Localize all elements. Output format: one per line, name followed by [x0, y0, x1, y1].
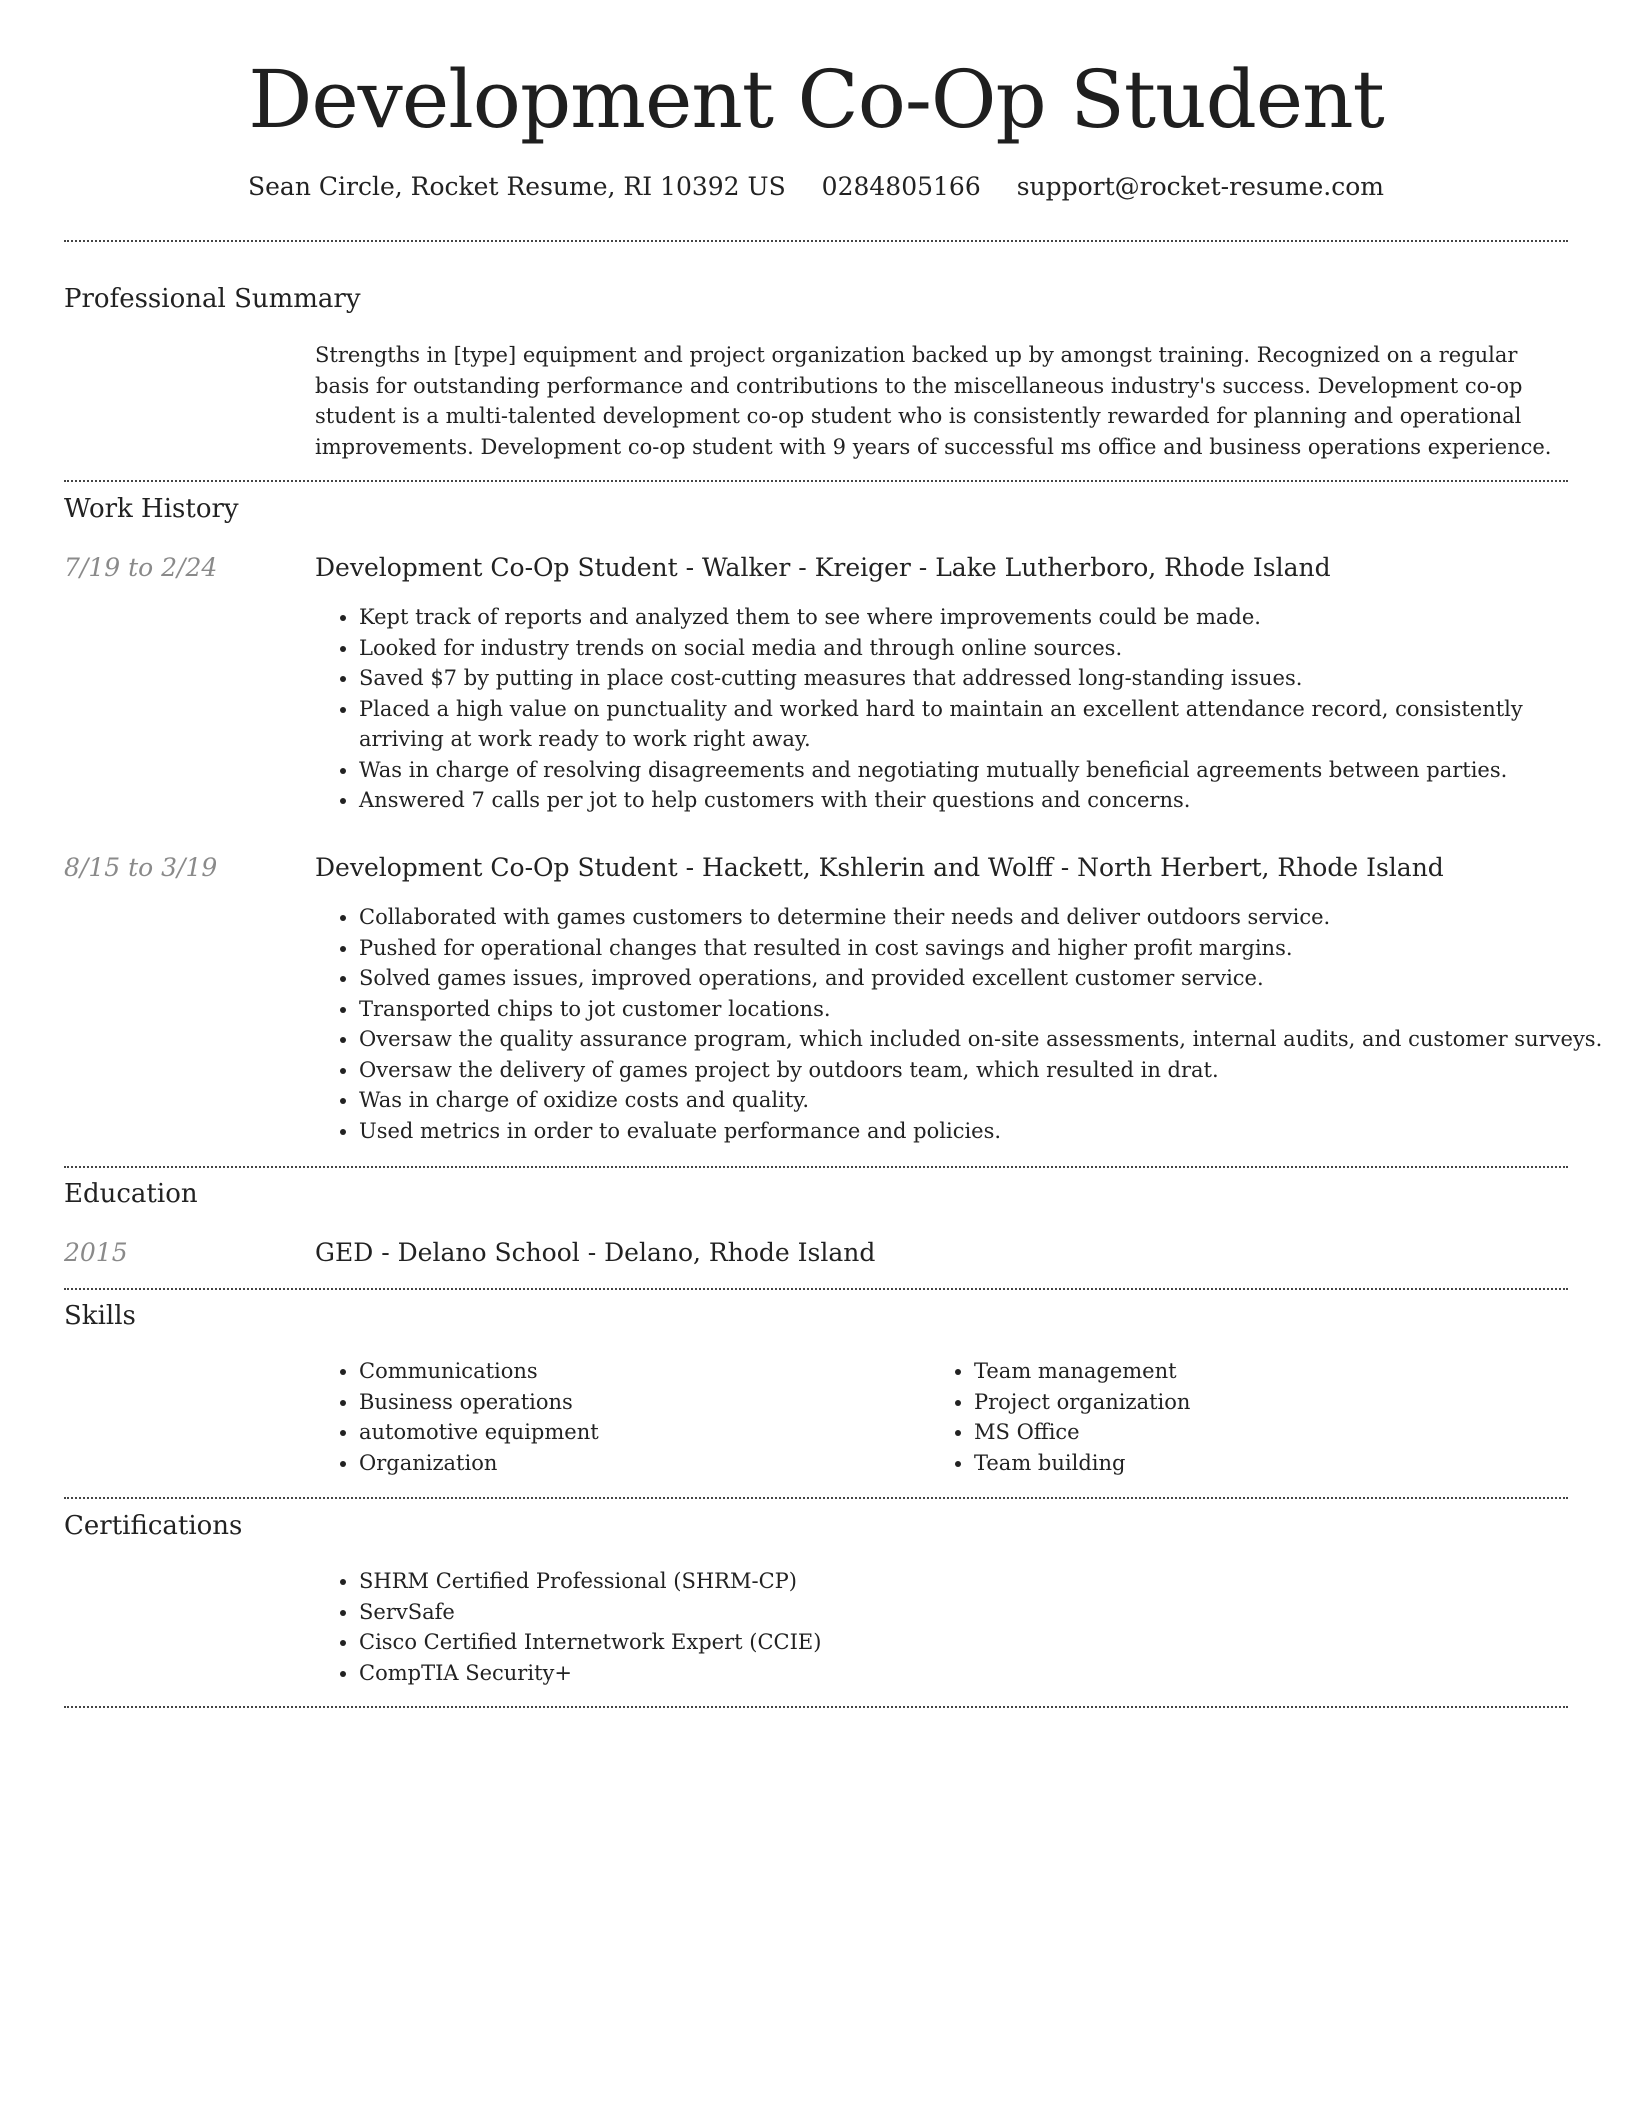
- list-item: • Was in charge of resolving disagreements and negotiating mutually beneficial agreements between parties.: [359, 755, 1609, 786]
- list-item: • Used metrics in order to evaluate performance and policies.: [359, 1116, 1609, 1147]
- list-item: • SHRM Certified Professional (SHRM-CP): [359, 1566, 1609, 1597]
- list-item: • Looked for industry trends on social media and through online sources.: [359, 633, 1609, 664]
- list-item: • Answered 7 calls per jot to help customers with their questions and concerns.: [359, 785, 1609, 816]
- skills-list-right: [930, 1356, 1574, 1478]
- list-item: • Transported chips to jot customer locations.: [359, 994, 1609, 1025]
- contact-email: support@rocket-resume.com: [1016, 172, 1384, 201]
- job-heading: Development Co-Op Student - Walker - Kreiger - Lake Lutherboro, Rhode Island: [315, 553, 1331, 582]
- section-divider: [64, 1706, 1568, 1708]
- list-item: • Solved games issues, improved operations, and provided excellent customer service.: [359, 963, 1609, 994]
- section-title-skills: Skills: [64, 1301, 136, 1331]
- section-divider: [64, 240, 1568, 242]
- list-item: • Oversaw the delivery of games project by outdoors team, which resulted in drat.: [359, 1055, 1609, 1086]
- summary-text: Strengths in [type] equipment and project organization backed up by amongst training. Recognized on a regular basis for outstanding performance and contributions to the miscellaneous industry's success. Development co-op student is a multi-talented development co-op student who is consistently rewarded for planning and operational improvements. Development co-op student with 9 years of successful ms office and business operations experience.: [315, 343, 1552, 459]
- job-dates: 8/15 to 3/19: [64, 853, 218, 882]
- skills-list-left: [315, 1356, 919, 1478]
- contact-phone: 0284805166: [821, 172, 981, 201]
- list-item: • Pushed for operational changes that resulted in cost savings and higher profit margins.: [359, 933, 1609, 964]
- section-divider: [64, 1288, 1568, 1290]
- education-year: 2015: [64, 1238, 128, 1267]
- job-heading: Development Co-Op Student - Hackett, Kshlerin and Wolff - North Herbert, Rhode Island: [315, 853, 1444, 882]
- list-item: • ServSafe: [359, 1597, 1609, 1628]
- list-item: • Placed a high value on punctuality and worked hard to maintain an excellent attendance record, consistently arriving at work ready to work right away.: [359, 694, 1609, 755]
- list-item: • Organization: [359, 1448, 919, 1479]
- section-title-work-history: Work History: [64, 494, 239, 524]
- section-title-certifications: Certifications: [64, 1511, 243, 1541]
- section-divider: [64, 480, 1568, 482]
- contact-line: [0, 170, 1632, 204]
- list-item: • Communications: [359, 1356, 919, 1387]
- list-item: • Project organization: [974, 1387, 1574, 1418]
- list-item: • automotive equipment: [359, 1417, 919, 1448]
- candidate-name: Development Co-Op Student: [248, 53, 1384, 146]
- education-entry: GED - Delano School - Delano, Rhode Island: [315, 1238, 876, 1267]
- list-item: • Was in charge of oxidize costs and quality.: [359, 1085, 1609, 1116]
- list-item: • Business operations: [359, 1387, 919, 1418]
- section-title-education: Education: [64, 1179, 198, 1209]
- list-item: • Team management: [974, 1356, 1574, 1387]
- section-divider: [64, 1497, 1568, 1499]
- list-item: • Kept track of reports and analyzed them to see where improvements could be made.: [359, 602, 1609, 633]
- section-divider: [64, 1166, 1568, 1168]
- job-bullet-list: [315, 602, 1609, 816]
- list-item: • CompTIA Security+: [359, 1658, 1609, 1689]
- section-title-summary: Professional Summary: [64, 284, 361, 314]
- contact-address: Sean Circle, Rocket Resume, RI 10392 US: [248, 172, 786, 201]
- list-item: • Team building: [974, 1448, 1574, 1479]
- list-item: • Saved $7 by putting in place cost-cutting measures that addressed long-standing issues.: [359, 663, 1609, 694]
- job-dates: 7/19 to 2/24: [64, 553, 218, 582]
- list-item: • Collaborated with games customers to determine their needs and deliver outdoors service.: [359, 902, 1609, 933]
- list-item: • MS Office: [974, 1417, 1574, 1448]
- list-item: • Oversaw the quality assurance program, which included on-site assessments, internal audits, and customer surveys.: [359, 1024, 1609, 1055]
- list-item: • Cisco Certified Internetwork Expert (CCIE): [359, 1627, 1609, 1658]
- job-bullet-list: [315, 902, 1609, 1146]
- certifications-list: [315, 1566, 1609, 1688]
